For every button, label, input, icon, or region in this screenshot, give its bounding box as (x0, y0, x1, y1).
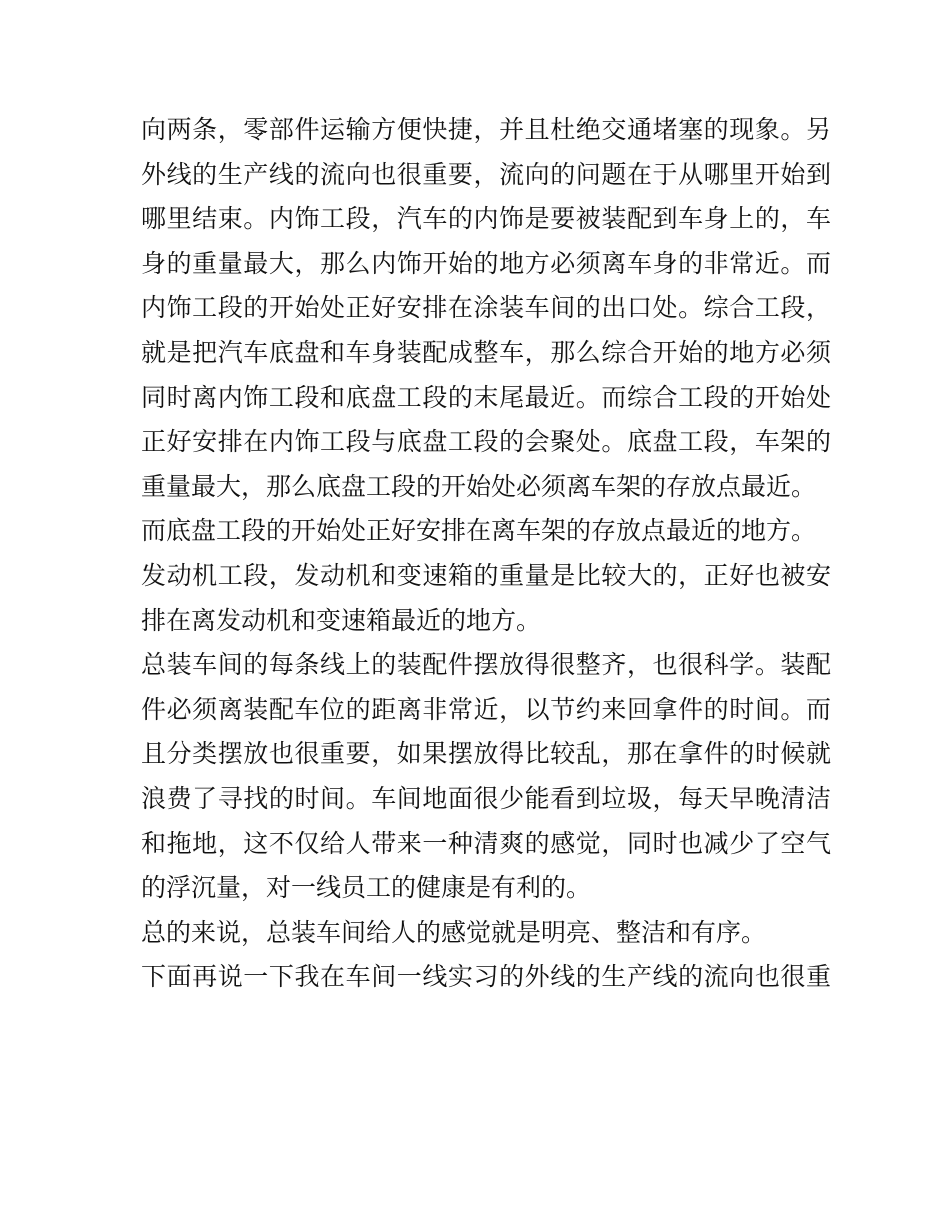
text-line: 的浮沉量，对一线员工的健康是有利的。 (141, 873, 592, 903)
text-line: 哪里结束。内饰工段，汽车的内饰是要被装配到车身上的，车 (141, 204, 831, 234)
text-line: 外线的生产线的流向也很重要，流向的问题在于从哪里开始到 (141, 159, 831, 189)
text-line: 就是把汽车底盘和车身装配成整车，那么综合开始的地方必须 (141, 337, 831, 367)
paragraph-3 (141, 911, 831, 956)
text-line: 而底盘工段的开始处正好安排在离车架的存放点最近的地方。 (141, 516, 817, 546)
paragraph-2 (141, 643, 831, 911)
text-line: 且分类摆放也很重要，如果摆放得比较乱，那在拿件的时候就 (141, 739, 831, 769)
text-line: 向两条，零部件运输方便快捷，并且杜绝交通堵塞的现象。另 (141, 115, 831, 144)
text-line: 件必须离装配车位的距离非常近，以节约来回拿件的时间。而 (141, 694, 831, 724)
text-line: 总装车间的每条线上的装配件摆放得很整齐，也很科学。装配 (141, 650, 831, 680)
text-line: 排在离发动机和变速箱最近的地方。 (141, 605, 542, 635)
paragraph-1 (141, 108, 831, 643)
text-line: 重量最大，那么底盘工段的开始处必须离车架的存放点最近。 (141, 471, 817, 501)
text-line: 内饰工段的开始处正好安排在涂装车间的出口处。综合工段， (141, 293, 831, 323)
text-line: 发动机工段，发动机和变速箱的重量是比较大的，正好也被安 (141, 560, 831, 590)
paragraph-4 (141, 955, 831, 1000)
text-line: 下面再说一下我在车间一线实习的外线的生产线的流向也很重 (141, 962, 831, 992)
text-line: 同时离内饰工段和底盘工段的末尾最近。而综合工段的开始处 (141, 382, 831, 412)
text-line: 总的来说，总装车间给人的感觉就是明亮、整洁和有序。 (141, 917, 767, 947)
text-line: 身的重量最大，那么内饰开始的地方必须离车身的非常近。而 (141, 248, 831, 278)
text-line: 正好安排在内饰工段与底盘工段的会聚处。底盘工段，车架的 (141, 427, 831, 457)
text-line: 和拖地，这不仅给人带来一种清爽的感觉，同时也减少了空气 (141, 828, 831, 858)
body-text (141, 108, 831, 1000)
text-line: 浪费了寻找的时间。车间地面很少能看到垃圾，每天早晚清洁 (141, 783, 831, 813)
